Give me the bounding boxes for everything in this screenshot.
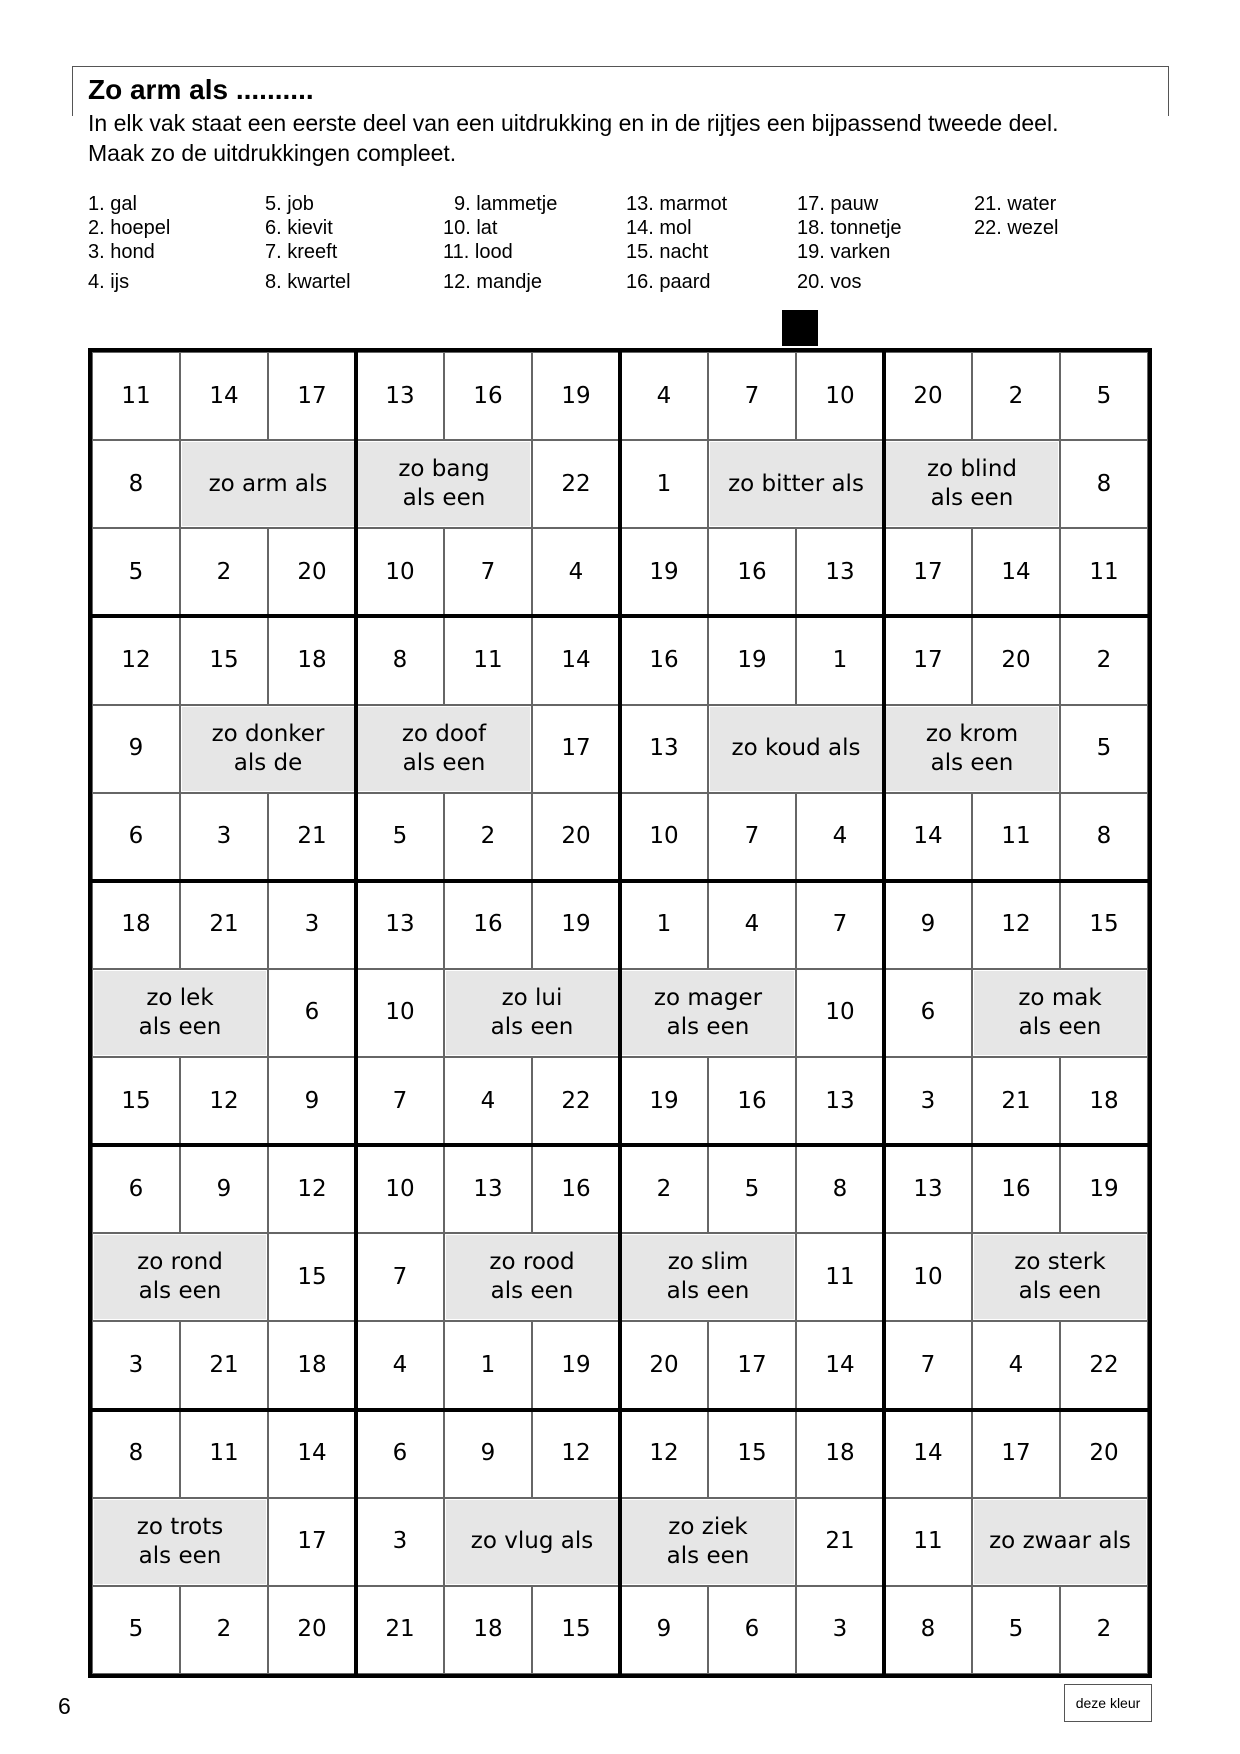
word-item: 22. wezel bbox=[974, 217, 1059, 239]
number-cell: 4 bbox=[972, 1321, 1060, 1409]
number-cell: 7 bbox=[708, 793, 796, 881]
word-item: 9. lammetje bbox=[454, 193, 558, 215]
phrase-cell: zo koud als bbox=[708, 705, 884, 793]
number-cell: 20 bbox=[620, 1321, 708, 1409]
number-cell: 9 bbox=[444, 1410, 532, 1498]
number-cell: 1 bbox=[796, 616, 884, 704]
number-cell: 11 bbox=[180, 1410, 268, 1498]
number-cell: 17 bbox=[884, 528, 972, 616]
header-frame-top bbox=[72, 66, 1168, 67]
number-cell: 19 bbox=[532, 1321, 620, 1409]
phrase-cell: zo arm als bbox=[180, 440, 356, 528]
number-cell: 16 bbox=[532, 1145, 620, 1233]
number-cell: 9 bbox=[268, 1057, 356, 1145]
black-square-marker bbox=[782, 310, 818, 346]
number-cell: 11 bbox=[92, 352, 180, 440]
number-cell: 10 bbox=[356, 1145, 444, 1233]
number-cell: 18 bbox=[444, 1586, 532, 1674]
word-item: 12. mandje bbox=[443, 271, 542, 293]
phrase-cell: zo ziek als een bbox=[620, 1498, 796, 1586]
number-cell: 3 bbox=[884, 1057, 972, 1145]
puzzle-grid bbox=[88, 348, 1152, 1678]
number-cell: 13 bbox=[796, 1057, 884, 1145]
number-cell: 18 bbox=[92, 881, 180, 969]
number-cell: 21 bbox=[268, 793, 356, 881]
number-cell: 5 bbox=[1060, 705, 1148, 793]
number-cell: 22 bbox=[532, 1057, 620, 1145]
word-item: 15. nacht bbox=[626, 241, 709, 263]
word-item: 17. pauw bbox=[797, 193, 879, 215]
word-item: 3. hond bbox=[88, 241, 155, 263]
number-cell: 6 bbox=[92, 793, 180, 881]
number-cell: 10 bbox=[356, 969, 444, 1057]
phrase-cell: zo zwaar als bbox=[972, 1498, 1148, 1586]
number-cell: 12 bbox=[180, 1057, 268, 1145]
number-cell: 18 bbox=[268, 1321, 356, 1409]
number-cell: 16 bbox=[444, 881, 532, 969]
number-cell: 8 bbox=[1060, 793, 1148, 881]
color-box bbox=[1064, 1684, 1152, 1722]
word-item: 19. varken bbox=[797, 241, 891, 263]
number-cell: 9 bbox=[92, 705, 180, 793]
number-cell: 18 bbox=[796, 1410, 884, 1498]
number-cell: 5 bbox=[92, 1586, 180, 1674]
header-frame-right bbox=[1168, 66, 1169, 116]
number-cell: 12 bbox=[268, 1145, 356, 1233]
word-item: 13. marmot bbox=[626, 193, 728, 215]
number-cell: 14 bbox=[532, 616, 620, 704]
number-cell: 4 bbox=[532, 528, 620, 616]
number-cell: 13 bbox=[796, 528, 884, 616]
number-cell: 6 bbox=[268, 969, 356, 1057]
block-separator-vertical bbox=[354, 352, 358, 1674]
number-cell: 3 bbox=[92, 1321, 180, 1409]
number-cell: 15 bbox=[180, 616, 268, 704]
number-cell: 10 bbox=[796, 352, 884, 440]
phrase-cell: zo lek als een bbox=[92, 969, 268, 1057]
number-cell: 11 bbox=[972, 793, 1060, 881]
number-cell: 2 bbox=[972, 352, 1060, 440]
number-cell: 7 bbox=[444, 528, 532, 616]
number-cell: 4 bbox=[620, 352, 708, 440]
number-cell: 2 bbox=[444, 793, 532, 881]
number-cell: 14 bbox=[884, 1410, 972, 1498]
number-cell: 2 bbox=[1060, 1586, 1148, 1674]
number-cell: 21 bbox=[356, 1586, 444, 1674]
number-cell: 11 bbox=[884, 1498, 972, 1586]
number-cell: 20 bbox=[268, 528, 356, 616]
number-cell: 20 bbox=[972, 616, 1060, 704]
number-cell: 1 bbox=[444, 1321, 532, 1409]
number-cell: 11 bbox=[796, 1233, 884, 1321]
number-cell: 18 bbox=[1060, 1057, 1148, 1145]
word-item: 21. water bbox=[974, 193, 1057, 215]
number-cell: 6 bbox=[356, 1410, 444, 1498]
number-cell: 2 bbox=[1060, 616, 1148, 704]
number-cell: 2 bbox=[180, 528, 268, 616]
number-cell: 9 bbox=[884, 881, 972, 969]
instruction-line-1: In elk vak staat een eerste deel van een uitdrukking en in de rijtjes een bijpassend tweede deel. bbox=[88, 110, 1059, 136]
number-cell: 14 bbox=[180, 352, 268, 440]
number-cell: 7 bbox=[884, 1321, 972, 1409]
number-cell: 13 bbox=[444, 1145, 532, 1233]
number-cell: 2 bbox=[180, 1586, 268, 1674]
number-cell: 11 bbox=[444, 616, 532, 704]
number-cell: 13 bbox=[884, 1145, 972, 1233]
number-cell: 19 bbox=[620, 1057, 708, 1145]
number-cell: 15 bbox=[708, 1410, 796, 1498]
block-separator-vertical bbox=[882, 352, 886, 1674]
word-item: 14. mol bbox=[626, 217, 692, 239]
page-number: 6 bbox=[58, 1693, 71, 1719]
number-cell: 20 bbox=[1060, 1410, 1148, 1498]
word-item: 4. ijs bbox=[88, 271, 130, 293]
phrase-cell: zo krom als een bbox=[884, 705, 1060, 793]
number-cell: 6 bbox=[92, 1145, 180, 1233]
number-cell: 7 bbox=[796, 881, 884, 969]
number-cell: 1 bbox=[620, 440, 708, 528]
number-cell: 10 bbox=[796, 969, 884, 1057]
word-item: 2. hoepel bbox=[88, 217, 171, 239]
number-cell: 5 bbox=[356, 793, 444, 881]
number-cell: 19 bbox=[532, 881, 620, 969]
word-item: 16. paard bbox=[626, 271, 711, 293]
number-cell: 20 bbox=[532, 793, 620, 881]
number-cell: 12 bbox=[972, 881, 1060, 969]
number-cell: 13 bbox=[356, 352, 444, 440]
word-item: 11. lood bbox=[443, 241, 513, 263]
word-item: 20. vos bbox=[797, 271, 862, 293]
number-cell: 15 bbox=[532, 1586, 620, 1674]
number-cell: 9 bbox=[620, 1586, 708, 1674]
number-cell: 15 bbox=[92, 1057, 180, 1145]
number-cell: 8 bbox=[92, 440, 180, 528]
word-item: 7. kreeft bbox=[265, 241, 338, 263]
phrase-cell: zo lui als een bbox=[444, 969, 620, 1057]
number-cell: 15 bbox=[268, 1233, 356, 1321]
number-cell: 7 bbox=[356, 1233, 444, 1321]
instruction-line-2: Maak zo de uitdrukkingen compleet. bbox=[88, 140, 457, 166]
number-cell: 14 bbox=[972, 528, 1060, 616]
number-cell: 5 bbox=[1060, 352, 1148, 440]
number-cell: 20 bbox=[268, 1586, 356, 1674]
number-cell: 21 bbox=[180, 1321, 268, 1409]
number-cell: 7 bbox=[356, 1057, 444, 1145]
number-cell: 3 bbox=[180, 793, 268, 881]
number-cell: 9 bbox=[180, 1145, 268, 1233]
number-cell: 4 bbox=[444, 1057, 532, 1145]
word-item: 5. job bbox=[265, 193, 314, 215]
phrase-cell: zo rond als een bbox=[92, 1233, 268, 1321]
number-cell: 5 bbox=[92, 528, 180, 616]
number-cell: 10 bbox=[620, 793, 708, 881]
number-cell: 21 bbox=[180, 881, 268, 969]
number-cell: 16 bbox=[444, 352, 532, 440]
number-cell: 16 bbox=[972, 1145, 1060, 1233]
phrase-cell: zo bitter als bbox=[708, 440, 884, 528]
number-cell: 8 bbox=[884, 1586, 972, 1674]
word-item: 10. lat bbox=[443, 217, 498, 239]
number-cell: 20 bbox=[884, 352, 972, 440]
number-cell: 1 bbox=[620, 881, 708, 969]
phrase-cell: zo bang als een bbox=[356, 440, 532, 528]
number-cell: 21 bbox=[972, 1057, 1060, 1145]
number-cell: 8 bbox=[356, 616, 444, 704]
number-cell: 21 bbox=[796, 1498, 884, 1586]
number-cell: 17 bbox=[972, 1410, 1060, 1498]
number-cell: 4 bbox=[708, 881, 796, 969]
number-cell: 14 bbox=[884, 793, 972, 881]
word-item: 18. tonnetje bbox=[797, 217, 902, 239]
phrase-cell: zo doof als een bbox=[356, 705, 532, 793]
number-cell: 7 bbox=[708, 352, 796, 440]
phrase-cell: zo mak als een bbox=[972, 969, 1148, 1057]
word-item: 8. kwartel bbox=[265, 271, 351, 293]
number-cell: 14 bbox=[268, 1410, 356, 1498]
color-box-label: deze kleur bbox=[1075, 1695, 1141, 1711]
number-cell: 13 bbox=[620, 705, 708, 793]
phrase-cell: zo mager als een bbox=[620, 969, 796, 1057]
number-cell: 4 bbox=[796, 793, 884, 881]
number-cell: 8 bbox=[92, 1410, 180, 1498]
number-cell: 6 bbox=[708, 1586, 796, 1674]
phrase-cell: zo slim als een bbox=[620, 1233, 796, 1321]
number-cell: 19 bbox=[708, 616, 796, 704]
number-cell: 18 bbox=[268, 616, 356, 704]
number-cell: 16 bbox=[708, 1057, 796, 1145]
number-cell: 19 bbox=[1060, 1145, 1148, 1233]
phrase-cell: zo rood als een bbox=[444, 1233, 620, 1321]
number-cell: 10 bbox=[356, 528, 444, 616]
number-cell: 16 bbox=[620, 616, 708, 704]
block-separator-horizontal bbox=[92, 614, 1148, 618]
number-cell: 12 bbox=[532, 1410, 620, 1498]
number-cell: 8 bbox=[1060, 440, 1148, 528]
number-cell: 17 bbox=[532, 705, 620, 793]
number-cell: 17 bbox=[884, 616, 972, 704]
number-cell: 22 bbox=[532, 440, 620, 528]
number-cell: 2 bbox=[620, 1145, 708, 1233]
word-item: 6. kievit bbox=[265, 217, 333, 239]
phrase-cell: zo blind als een bbox=[884, 440, 1060, 528]
phrase-cell: zo sterk als een bbox=[972, 1233, 1148, 1321]
number-cell: 17 bbox=[268, 352, 356, 440]
number-cell: 12 bbox=[92, 616, 180, 704]
phrase-cell: zo vlug als bbox=[444, 1498, 620, 1586]
number-cell: 17 bbox=[268, 1498, 356, 1586]
number-cell: 3 bbox=[796, 1586, 884, 1674]
number-cell: 12 bbox=[620, 1410, 708, 1498]
number-cell: 17 bbox=[708, 1321, 796, 1409]
number-cell: 8 bbox=[796, 1145, 884, 1233]
number-cell: 10 bbox=[884, 1233, 972, 1321]
number-cell: 14 bbox=[796, 1321, 884, 1409]
number-cell: 4 bbox=[356, 1321, 444, 1409]
block-separator-vertical bbox=[618, 352, 622, 1674]
phrase-cell: zo donker als de bbox=[180, 705, 356, 793]
number-cell: 16 bbox=[708, 528, 796, 616]
phrase-cell: zo trots als een bbox=[92, 1498, 268, 1586]
header-frame-left bbox=[72, 66, 73, 116]
number-cell: 3 bbox=[356, 1498, 444, 1586]
block-separator-horizontal bbox=[92, 1143, 1148, 1147]
number-cell: 15 bbox=[1060, 881, 1148, 969]
number-cell: 13 bbox=[356, 881, 444, 969]
word-item: 1. gal bbox=[88, 193, 137, 215]
number-cell: 19 bbox=[532, 352, 620, 440]
number-cell: 5 bbox=[972, 1586, 1060, 1674]
block-separator-horizontal bbox=[92, 879, 1148, 883]
number-cell: 11 bbox=[1060, 528, 1148, 616]
number-cell: 22 bbox=[1060, 1321, 1148, 1409]
number-cell: 6 bbox=[884, 969, 972, 1057]
number-cell: 5 bbox=[708, 1145, 796, 1233]
block-separator-horizontal bbox=[92, 1408, 1148, 1412]
number-cell: 19 bbox=[620, 528, 708, 616]
page-title: Zo arm als .......... bbox=[88, 74, 314, 105]
number-cell: 3 bbox=[268, 881, 356, 969]
